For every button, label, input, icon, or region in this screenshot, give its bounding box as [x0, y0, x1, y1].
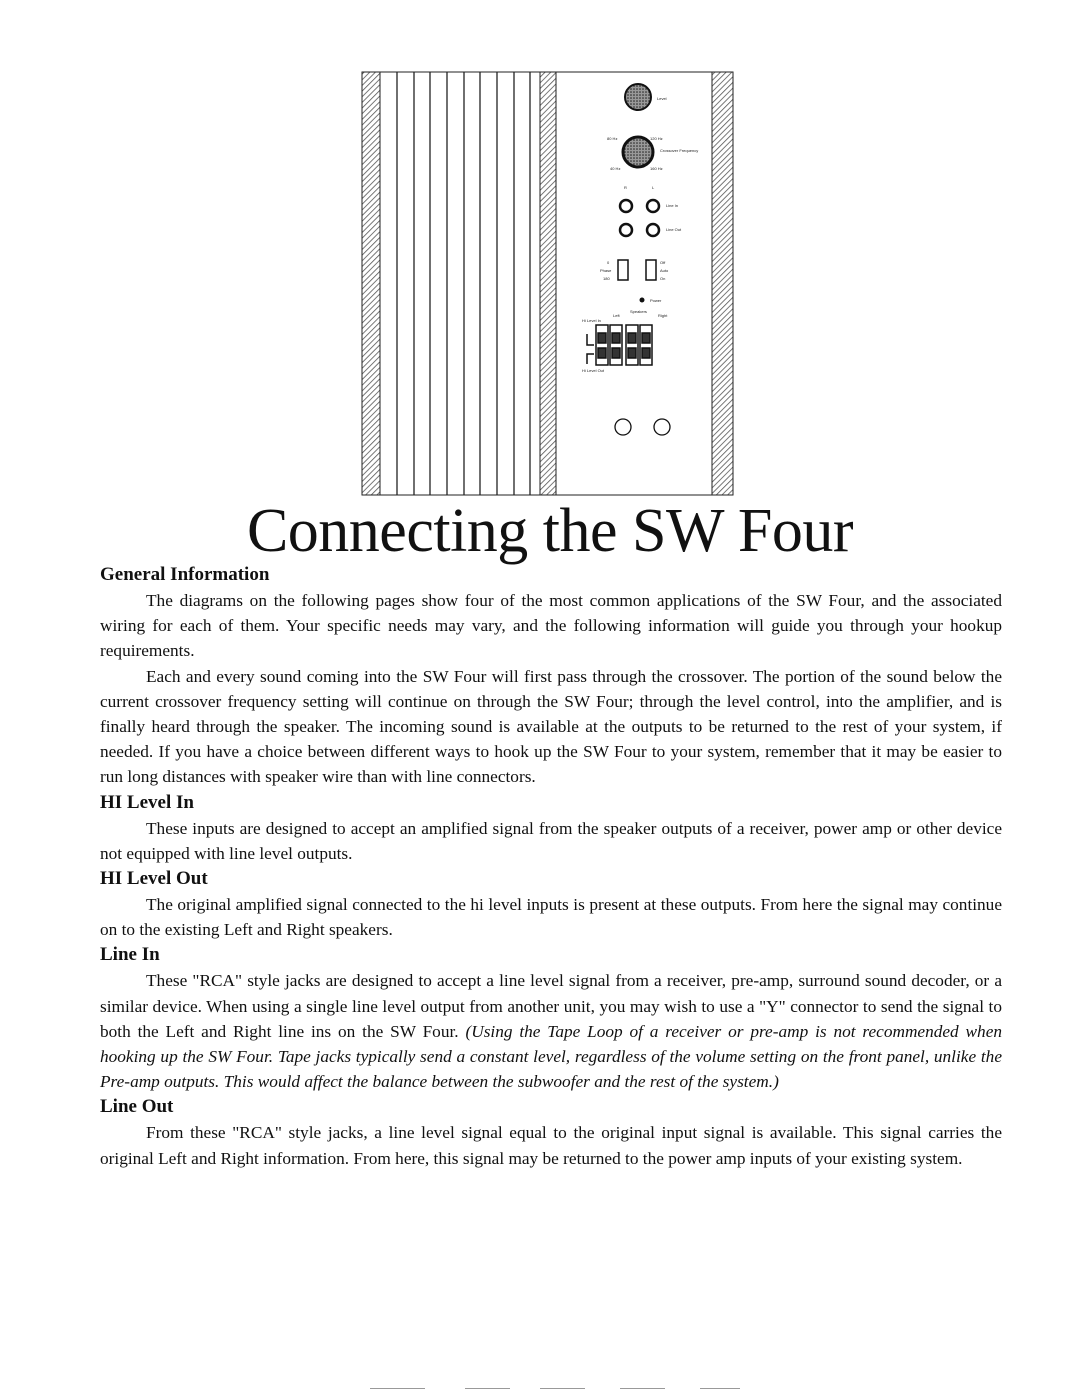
- svg-text:On: On: [660, 276, 666, 281]
- crossover-knob: [623, 137, 653, 167]
- paragraph: From these "RCA" style jacks, a line level signal equal to the original input signal is available. This signal carries the original Left and Right information. From here, this signal may be returned to the power amp inputs of your existing system.: [100, 1123, 1002, 1168]
- svg-text:80 Hz: 80 Hz: [607, 136, 618, 141]
- svg-text:Right: Right: [658, 313, 668, 318]
- svg-text:Level: Level: [657, 96, 667, 101]
- svg-text:L: L: [652, 185, 655, 190]
- scan-artifact: [540, 1388, 585, 1389]
- right-hatched-strip: [712, 72, 733, 495]
- svg-text:180: 180: [603, 276, 610, 281]
- scan-artifact: [620, 1388, 665, 1389]
- svg-text:Crossover Frequency: Crossover Frequency: [660, 148, 699, 153]
- svg-text:Off: Off: [660, 260, 666, 265]
- svg-text:Line Out: Line Out: [666, 227, 682, 232]
- heading-line-out: Line Out: [100, 1096, 174, 1118]
- heading-line-in: Line In: [100, 944, 160, 966]
- svg-text:0: 0: [607, 260, 610, 265]
- svg-text:Speakers: Speakers: [630, 309, 647, 314]
- svg-text:Hi Level In: Hi Level In: [582, 318, 601, 323]
- paragraph: The original amplified signal connected to the hi level inputs is present at these outputs. From here the signal may continue on to the existing Left and Right speakers.: [100, 895, 1002, 940]
- scan-artifact: [700, 1388, 740, 1389]
- scan-artifact: [465, 1388, 510, 1389]
- scan-artifact: [370, 1388, 425, 1389]
- heading-general-information: General Information: [100, 564, 270, 585]
- svg-text:120 Hz: 120 Hz: [650, 136, 663, 141]
- port-left: [615, 419, 631, 435]
- svg-text:Left: Left: [613, 313, 620, 318]
- svg-text:Line In: Line In: [666, 203, 679, 208]
- subwoofer-rear-panel-diagram: [360, 70, 740, 500]
- left-hatched-strip: [362, 72, 380, 495]
- paragraph: Each and every sound coming into the SW Four will first pass through the crossover. The portion of the sound below the current crossover frequency setting will continue on through the SW Four; through the level control, into the amplifier, and is finally heard through the speaker. The incoming sound is available at the outputs to be returned to the rest of your system, if needed. If you have a choice between different ways to hook up the SW Four to your system, remember that it may be easier to run long distances with speaker wire than with line connectors.: [100, 666, 1002, 787]
- document-body: [100, 562, 1002, 1171]
- power-mode-switch: [646, 260, 656, 280]
- phase-switch: [618, 260, 628, 280]
- power-led: [640, 298, 645, 303]
- svg-text:R: R: [624, 185, 627, 190]
- heading-hi-level-out: HI Level Out: [100, 868, 208, 890]
- paragraph: These inputs are designed to accept an amplified signal from the speaker outputs of a receiver, power amp or other device not equipped with line level outputs.: [100, 818, 1002, 863]
- paragraph-text: These "RCA" style jacks are designed to accept a line level signal from a receiver, pre-amp, surround sound decoder, or a similar device. When using a single line level output from another unit, you may wish to use a "Y" connector to send the signal to both the Left and Right line ins on the SW Four.: [100, 971, 1002, 1041]
- svg-text:40 Hz: 40 Hz: [610, 166, 621, 171]
- level-knob: [625, 84, 651, 110]
- port-right: [654, 419, 670, 435]
- svg-text:Phase: Phase: [600, 268, 612, 273]
- speaker-terminals: [587, 325, 652, 365]
- italic-note: (Using the Tape Loop of a receiver or pre-amp is not recommended when hooking up the SW Four. Tape jacks typically send a constant level, regardless of the volume setting on the front panel, unlike the Pre-amp outputs. This would affect the balance between the subwoofer and the rest of the system.): [100, 1021, 1003, 1092]
- paragraph: [100, 968, 1002, 1094]
- svg-text:Auto: Auto: [660, 268, 669, 273]
- svg-text:Power: Power: [650, 298, 662, 303]
- heading-hi-level-in: HI Level In: [100, 791, 194, 813]
- svg-text:Hi Level Out: Hi Level Out: [582, 368, 605, 373]
- paragraph: The diagrams on the following pages show four of the most common applications of the SW Four, and the associated wiring for each of them. Your specific needs may vary, and the following information will guide you through your hookup requirements.: [100, 591, 1002, 661]
- center-hatched-strip: [540, 72, 556, 495]
- page-title: Connecting the SW Four: [246, 497, 854, 565]
- svg-text:160 Hz: 160 Hz: [650, 166, 663, 171]
